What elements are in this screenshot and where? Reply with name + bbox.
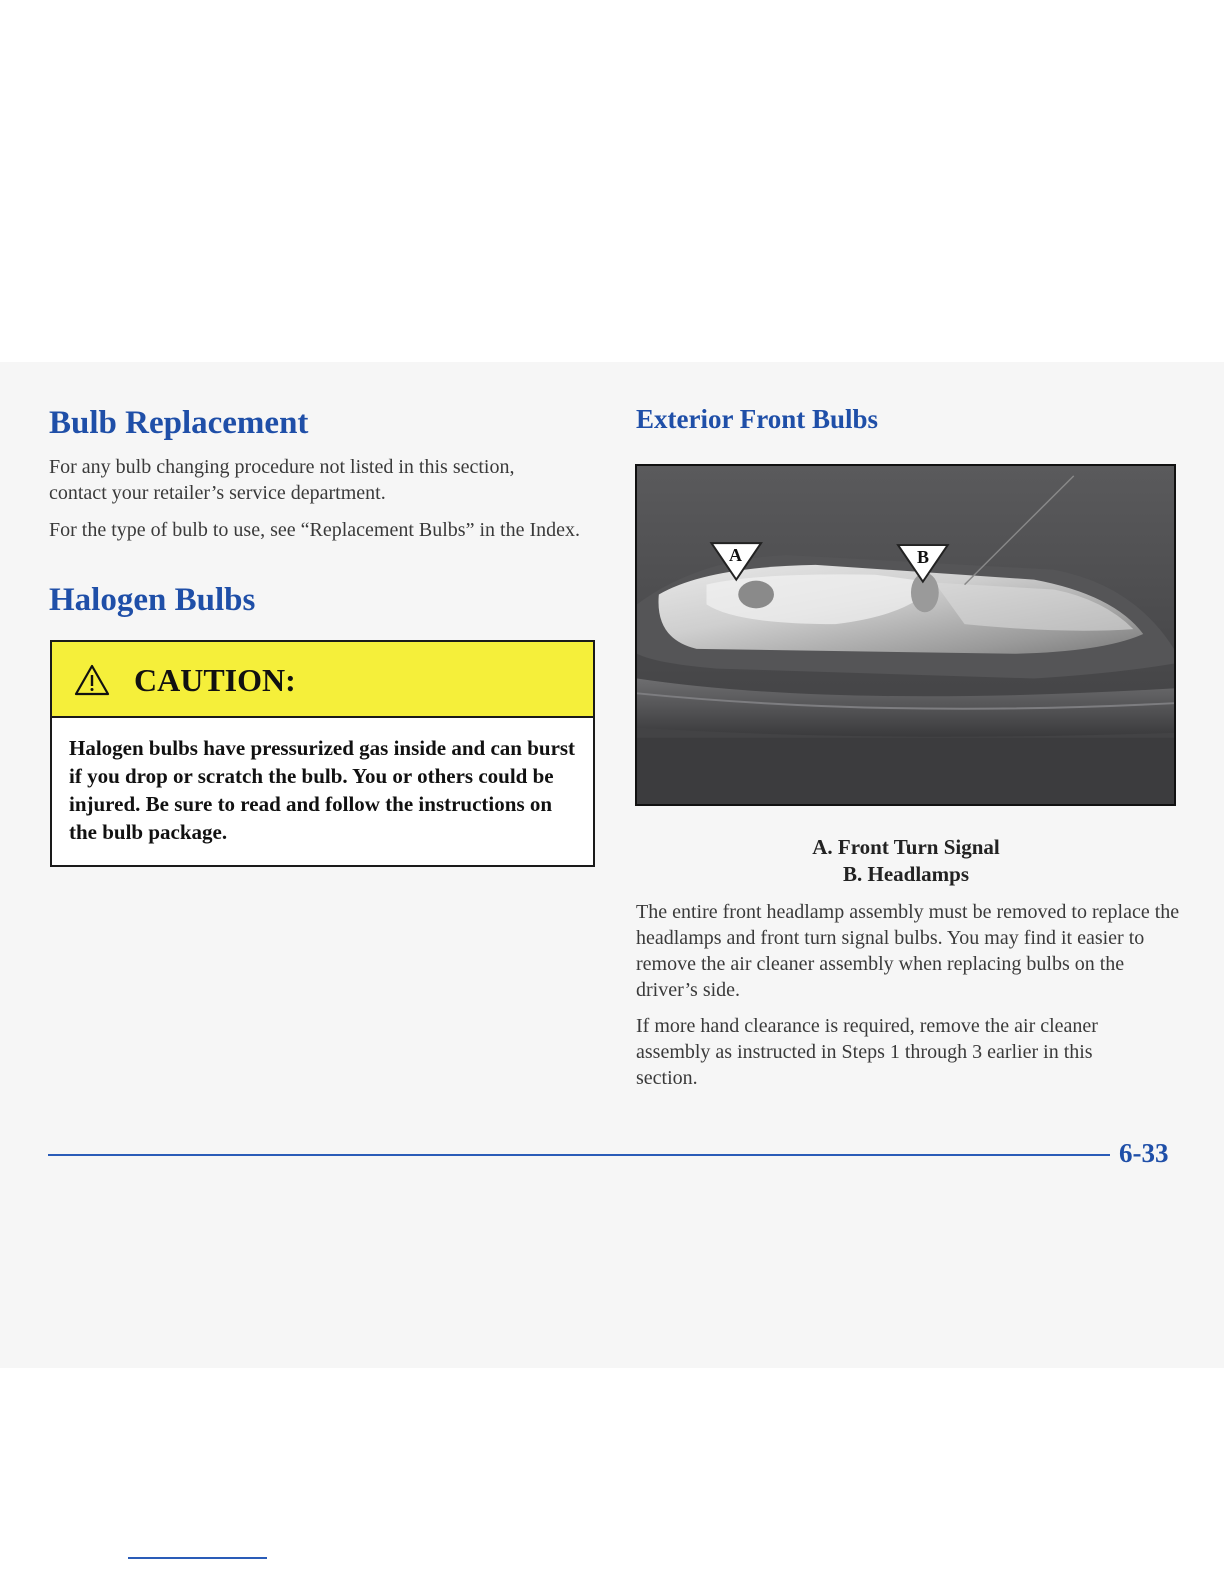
bulb-replacement-heading: Bulb Replacement	[49, 405, 309, 441]
exterior-paragraph-1: The entire front headlamp assembly must be removed to replace the headlamps and front turn signal bulbs. You may find it easier to remove the air cleaner assembly when replacing bulbs on the driver’s side.	[636, 901, 1180, 1001]
caption-front-turn-signal: A. Front Turn Signal	[812, 835, 1000, 859]
halogen-bulbs-heading: Halogen Bulbs	[49, 582, 256, 618]
headlamp-photo	[635, 464, 1176, 806]
footer-rule	[48, 1154, 1110, 1156]
bulb-replacement-paragraph-1: For any bulb changing procedure not listed in this section, contact your retailer’s service department.	[49, 456, 515, 504]
caution-title: CAUTION:	[134, 662, 296, 698]
caution-box	[50, 640, 595, 867]
bulb-replacement-paragraph-2: For the type of bulb to use, see “Replacement Bulbs” in the Index.	[49, 519, 580, 541]
caption-headlamps: B. Headlamps	[842, 862, 970, 886]
warning-triangle-icon	[74, 664, 110, 696]
photo-label-a: A	[729, 545, 742, 565]
photo-label-b: B	[917, 547, 930, 567]
exterior-front-bulbs-heading: Exterior Front Bulbs	[636, 404, 879, 434]
bottom-mark	[128, 1557, 267, 1559]
page-number: 6-33	[1119, 1138, 1169, 1168]
exterior-paragraph-2: If more hand clearance is required, remove the air cleaner assembly as instructed in Steps 1 through 3 earlier in this section.	[636, 1015, 1098, 1089]
caution-text: Halogen bulbs have pressurized gas inside and can burst if you drop or scratch the bulb. You or others could be injured. Be sure to read and follow the instructions on the bulb package.	[69, 736, 576, 844]
caution-header	[52, 642, 593, 718]
